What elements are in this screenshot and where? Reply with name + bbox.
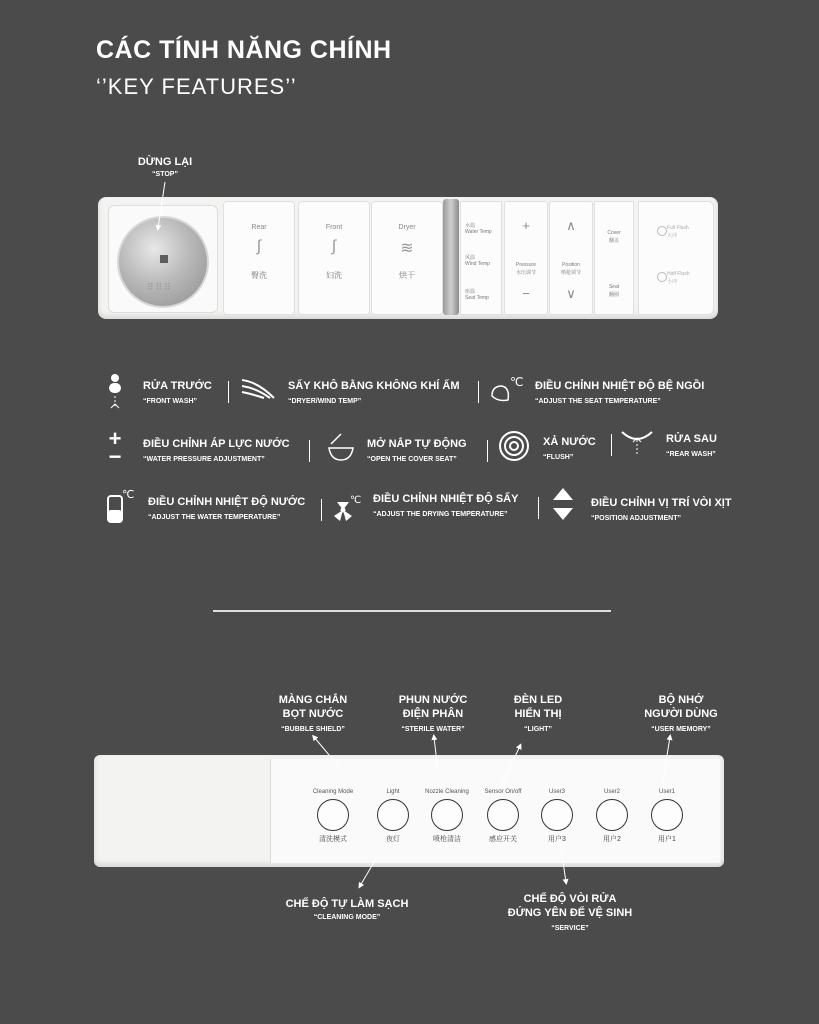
- full-flush-cn: 大冲: [667, 233, 678, 239]
- position-down-button[interactable]: ∨: [566, 286, 576, 301]
- seat-en-label: Seat: [608, 284, 620, 290]
- nozzle-cleaning-button[interactable]: Nozzle Cleaning 喷枪清洁: [425, 789, 469, 843]
- cover-en-label: Cover: [607, 230, 621, 236]
- pressure-cn-label: 水压调节: [515, 270, 536, 276]
- cleaning-mode-callout: CHẾ ĐỘ TỰ LÀM SẠCH “CLEANING MODE”: [285, 898, 409, 921]
- position-en-label: Position: [562, 262, 580, 268]
- pressure-minus-button[interactable]: −: [522, 286, 530, 301]
- service-callout: CHẾ ĐỘ VÒI RỬA ĐỨNG YÊN ĐỂ VỆ SINH “SERVICE”: [507, 893, 633, 932]
- feature-water-pressure: ĐIỀU CHỈNH ÁP LỰC NƯỚC “WATER PRESSURE ADJUSTMENT”: [143, 438, 290, 463]
- seat-temp-button[interactable]: 座温 Seat Temp: [465, 289, 489, 301]
- wind-temp-button[interactable]: 风温 Wind Temp: [465, 255, 490, 267]
- cover-cn-label: 翻盖: [608, 238, 619, 244]
- user-memory-callout: BỘ NHỚ NGƯỜI DÙNG “USER MEMORY”: [644, 694, 718, 733]
- feature-seat-temp: ĐIỀU CHỈNH NHIỆT ĐỘ BỆ NGỒI “ADJUST THE SEAT TEMPERATURE”: [535, 380, 705, 405]
- feature-open-cover: MỞ NẮP TỰ ĐỘNG “OPEN THE COVER SEAT”: [367, 438, 467, 463]
- dryer-cn-label: 烘干: [399, 271, 415, 280]
- feature-water-temp: ĐIỀU CHỈNH NHIỆT ĐỘ NƯỚC “ADJUST THE WATER TEMPERATURE”: [148, 496, 306, 521]
- position-up-button[interactable]: ∧: [566, 218, 576, 233]
- feature-rear-wash: RỬA SAU “REAR WASH”: [666, 433, 717, 458]
- feature-front-wash: RỬA TRƯỚC “FRONT WASH”: [143, 380, 212, 405]
- page-title: CÁC TÍNH NĂNG CHÍNH: [96, 36, 392, 64]
- bubble-shield-callout: MÀNG CHẮN BỌT NƯỚC “BUBBLE SHIELD”: [278, 694, 348, 733]
- dryer-icon: ≋: [400, 240, 414, 257]
- stop-callout-vi: DỪNG LẠI: [137, 156, 193, 168]
- front-cn-label: 妇洗: [326, 271, 342, 280]
- full-flush-en[interactable]: Full Flush: [667, 225, 689, 231]
- pressure-en-label: Pressure: [515, 262, 536, 268]
- feature-dry-temp: ĐIỀU CHỈNH NHIỆT ĐỘ SẤY “ADJUST THE DRYING TEMPERATURE”: [373, 493, 519, 518]
- user2-button[interactable]: User2 用户2: [582, 759, 642, 863]
- front-label: Front: [325, 224, 343, 231]
- feature-flush: XẢ NƯỚC “FLUSH”: [543, 436, 596, 461]
- half-flush-en[interactable]: Half Flush: [667, 271, 690, 277]
- feature-dryer: SẤY KHÔ BẰNG KHÔNG KHÍ ẤM “DRYER/WIND TEMP”: [288, 380, 460, 405]
- dryer-label: Dryer: [398, 224, 416, 231]
- sterile-water-callout: PHUN NƯỚC ĐIỆN PHÂN “STERILE WATER”: [398, 694, 468, 733]
- plus-minus-icon: + −: [108, 426, 122, 469]
- sensor-toggle-button[interactable]: Sensor On/off 感应开关: [484, 789, 522, 843]
- stop-callout-en: “STOP”: [152, 171, 178, 178]
- position-cn-label: 喷枪调节: [560, 270, 581, 276]
- braille-dots: ⠿⠿⠿: [147, 282, 173, 292]
- light-button[interactable]: Light 夜灯: [363, 759, 423, 863]
- user3-button[interactable]: User3 用户3: [527, 759, 587, 863]
- half-flush-cn: 小冲: [667, 279, 678, 285]
- page-subtitle: ‘’KEY FEATURES’’: [96, 74, 297, 99]
- celsius-symbol: ℃: [350, 495, 362, 506]
- pressure-plus-button[interactable]: +: [522, 218, 530, 233]
- front-wash-icon: ∫: [331, 238, 337, 255]
- seat-cn-label: 翻圈: [608, 292, 619, 298]
- celsius-symbol: ℃: [510, 375, 524, 389]
- rear-label: Rear: [251, 224, 267, 231]
- water-temp-button[interactable]: 水温 Water Temp: [465, 223, 492, 235]
- celsius-symbol: ℃: [122, 488, 135, 501]
- cleaning-mode-button[interactable]: Cleaning Mode 清洗模式: [312, 789, 354, 843]
- user1-button[interactable]: User1 用户1: [637, 759, 697, 863]
- feature-position: ĐIỀU CHỈNH VỊ TRÍ VÒI XỊT “POSITION ADJUSTMENT”: [591, 497, 732, 522]
- rear-wash-icon: ∫: [256, 238, 262, 255]
- light-callout: ĐÈN LED HIỂN THỊ “LIGHT”: [513, 694, 563, 733]
- rear-cn-label: 臀洗: [251, 271, 267, 280]
